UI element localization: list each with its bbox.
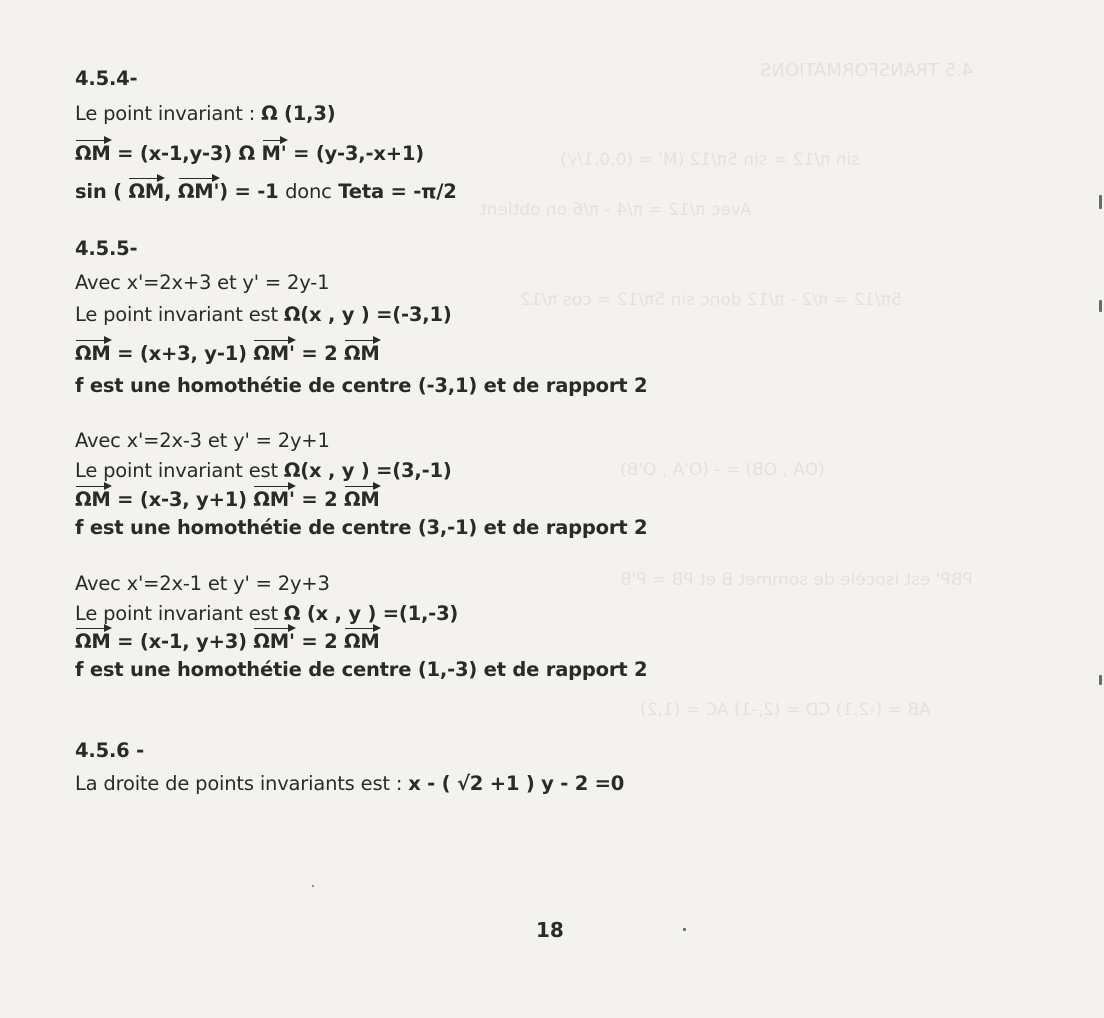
bleed-through-text: 4.5 TRANSFORMATIONS	[760, 60, 974, 81]
label: Le point invariant est	[75, 602, 284, 625]
label: Le point invariant est	[75, 459, 284, 482]
equation-text: = (x+3, y-1)	[110, 342, 254, 365]
line-equation: x - ( √2 +1 ) y - 2 =0	[408, 772, 625, 795]
invariant-point-line	[75, 302, 452, 328]
section-heading: 4.5.5-	[75, 237, 138, 260]
vector-omega-m: ΩM	[344, 627, 380, 655]
vector-equation-line	[75, 339, 380, 367]
bleed-through-text: 5π/12 = π/2 - π/12 donc sin 5π/12 = cos π/12	[520, 290, 902, 310]
invariant-line-equation	[75, 771, 624, 797]
scan-speck	[683, 928, 686, 931]
vector-m-prime: M'	[262, 139, 287, 167]
bleed-through-text: PBP' est isocèle de sommet B et PB = P'B	[620, 570, 973, 590]
vector-omega-m: ΩM	[344, 485, 380, 513]
invariant-value: Ω (1,3)	[261, 102, 336, 125]
bleed-through-text: sin π/12 = sin 5π/12 (M' = (0,0,1/√)	[560, 150, 861, 170]
vector-equation-line	[75, 139, 424, 167]
scan-speck	[312, 885, 314, 887]
label: La droite de points invariants est :	[75, 772, 409, 795]
bleed-through-text: Avec π/12 = π/4 - π/6 on obtient	[480, 200, 752, 220]
sine-equation-line	[75, 177, 457, 205]
equation-text: = (y-3,-x+1)	[286, 142, 424, 165]
donc-word: donc	[285, 180, 332, 203]
teta-result: Teta = -π/2	[331, 180, 457, 203]
omega-symbol: Ω	[238, 142, 262, 165]
vector-omega-m-prime: ΩM'	[253, 485, 294, 513]
sin-prefix: sin (	[75, 180, 129, 203]
vector-omega-m: ΩM	[75, 627, 111, 655]
avec-line: Avec x'=2x-1 et y' = 2y+3	[75, 572, 330, 595]
section-heading: 4.5.6 -	[75, 739, 145, 762]
vector-omega-m: ΩM	[75, 485, 111, 513]
avec-line: Avec x'=2x-3 et y' = 2y+1	[75, 429, 330, 452]
bleed-through-text: AB = (-2,1) CD = (2,-1) AC = (1,2)	[640, 700, 931, 720]
invariant-point-line	[75, 601, 458, 627]
equation-text: = (x-3, y+1)	[110, 488, 254, 511]
equation-text: = 2	[294, 488, 345, 511]
label: Le point invariant :	[75, 102, 262, 125]
vector-equation-line	[75, 627, 380, 655]
conclusion-line: f est une homothétie de centre (3,-1) et de rapport 2	[75, 516, 648, 539]
bleed-through-text: (OA , OB) = - (O'A , O'B)	[620, 460, 825, 480]
vector-omega-m-prime: ΩM'	[253, 339, 294, 367]
scan-speck	[1099, 300, 1102, 312]
invariant-value: Ω(x , y ) =(-3,1)	[283, 303, 452, 326]
avec-line: Avec x'=2x+3 et y' = 2y-1	[75, 271, 330, 294]
label: Le point invariant est	[75, 303, 284, 326]
vector-omega-m: ΩM	[344, 339, 380, 367]
vector-omega-m: ΩM	[75, 139, 111, 167]
scan-speck	[1099, 195, 1102, 209]
equation-text: ) = -1	[219, 180, 286, 203]
scan-speck	[1099, 675, 1102, 685]
equation-text: = (x-1, y+3)	[110, 630, 254, 653]
invariant-value: Ω(x , y ) =(3,-1)	[283, 459, 452, 482]
invariant-point-line	[75, 101, 335, 127]
section-heading: 4.5.4-	[75, 67, 138, 90]
equation-text: = (x-1,y-3)	[110, 142, 239, 165]
invariant-point-line	[75, 458, 452, 484]
vector-omega-m-prime: ΩM'	[178, 177, 219, 205]
vector-omega-m: ΩM	[128, 177, 164, 205]
vector-omega-m: ΩM	[75, 339, 111, 367]
conclusion-line: f est une homothétie de centre (1,-3) et de rapport 2	[75, 658, 648, 681]
comma: ,	[164, 180, 178, 203]
page-number: 18	[536, 918, 564, 942]
vector-equation-line	[75, 485, 380, 513]
equation-text: = 2	[294, 630, 345, 653]
invariant-value: Ω (x , y ) =(1,-3)	[283, 602, 459, 625]
equation-text: = 2	[294, 342, 345, 365]
vector-omega-m-prime: ΩM'	[253, 627, 294, 655]
conclusion-line: f est une homothétie de centre (-3,1) et de rapport 2	[75, 374, 648, 397]
